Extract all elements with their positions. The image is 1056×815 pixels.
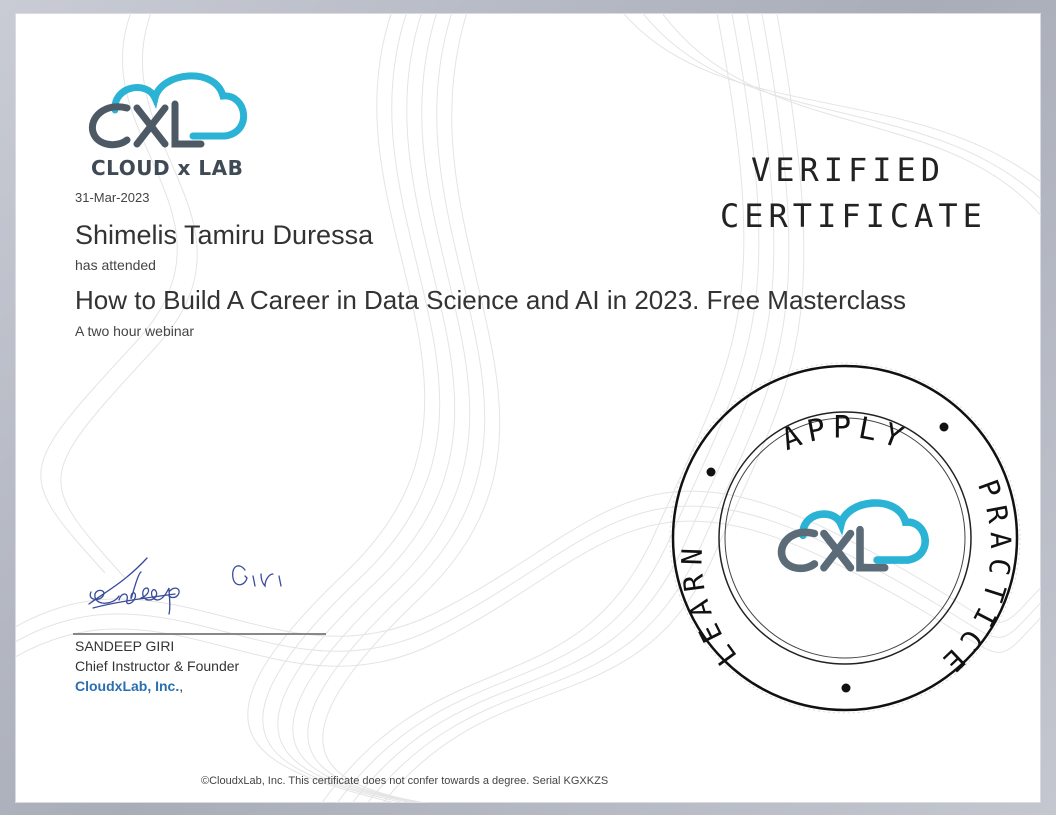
svg-text:PRACTICE — [931, 475, 1018, 683]
verified-line: VERIFIED — [750, 151, 946, 189]
logo-wordmark: CLOUD x LAB — [91, 156, 244, 180]
logo-x-shape — [137, 108, 165, 144]
signer-name: SANDEEP GIRI — [75, 638, 175, 654]
course-subtitle: A two hour webinar — [75, 323, 195, 339]
svg-text:APPLY — [777, 410, 913, 458]
issue-date: 31-Mar-2023 — [75, 190, 150, 205]
recipient-name: Shimelis Tamiru Duressa — [75, 220, 374, 250]
company-suffix: , — [179, 678, 184, 694]
certificate-line: CERTIFICATE — [720, 197, 987, 235]
footer-disclaimer: ©CloudxLab, Inc. This certificate does not confer towards a degree. Serial KGXKZS — [201, 775, 609, 787]
handwritten-signature — [85, 552, 295, 632]
signer-title: Chief Instructor & Founder — [75, 658, 240, 674]
seal-cxl-logo — [782, 503, 926, 568]
learn-apply-practice-seal — [665, 358, 1025, 718]
attended-label: has attended — [75, 257, 156, 273]
verified-certificate-heading — [720, 147, 987, 239]
seal-dot — [940, 423, 949, 432]
company-link[interactable]: CloudxLab, Inc. — [75, 678, 180, 694]
svg-text:LEARN — [675, 540, 743, 672]
seal-dot — [842, 684, 851, 693]
seal-dot — [707, 468, 716, 477]
signer-company — [75, 678, 183, 694]
seal-practice-text: PRACTICE — [930, 475, 1018, 684]
seal-apply-text: APPLY — [776, 410, 914, 458]
course-title: How to Build A Career in Data Science and AI in 2023. Free Masterclass — [75, 285, 906, 315]
logo-c-shape — [92, 107, 127, 145]
signature-line — [73, 633, 326, 635]
seal-learn-text: LEARN — [675, 539, 744, 672]
